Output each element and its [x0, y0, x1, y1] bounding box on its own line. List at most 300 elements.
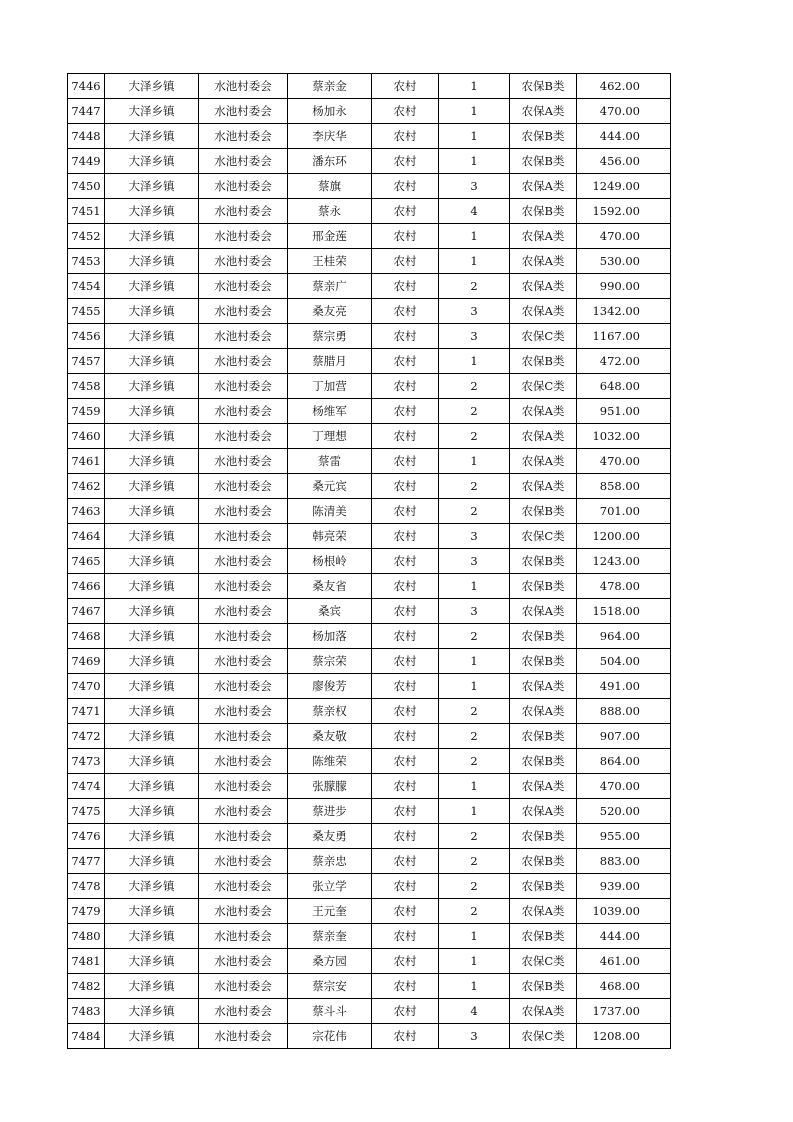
cell-count: 1 — [439, 449, 510, 474]
cell-amount: 478.00 — [577, 574, 671, 599]
cell-count: 1 — [439, 99, 510, 124]
cell-town: 大泽乡镇 — [105, 674, 199, 699]
table-row — [68, 724, 671, 749]
cell-name: 陈清美 — [288, 499, 372, 524]
cell-name: 桑友亮 — [288, 299, 372, 324]
cell-name: 丁理想 — [288, 424, 372, 449]
cell-count: 2 — [439, 474, 510, 499]
cell-town: 大泽乡镇 — [105, 349, 199, 374]
cell-category: 农保B类 — [510, 349, 577, 374]
cell-town: 大泽乡镇 — [105, 149, 199, 174]
cell-category: 农保A类 — [510, 699, 577, 724]
cell-town: 大泽乡镇 — [105, 424, 199, 449]
cell-area: 农村 — [372, 599, 439, 624]
cell-town: 大泽乡镇 — [105, 524, 199, 549]
cell-category: 农保C类 — [510, 374, 577, 399]
cell-category: 农保B类 — [510, 499, 577, 524]
cell-count: 1 — [439, 974, 510, 999]
cell-village: 水池村委会 — [199, 324, 288, 349]
table-row — [68, 74, 671, 99]
cell-count: 2 — [439, 374, 510, 399]
cell-town: 大泽乡镇 — [105, 874, 199, 899]
cell-amount: 470.00 — [577, 774, 671, 799]
cell-name: 蔡亲金 — [288, 74, 372, 99]
cell-town: 大泽乡镇 — [105, 449, 199, 474]
table-row — [68, 499, 671, 524]
cell-town: 大泽乡镇 — [105, 274, 199, 299]
cell-area: 农村 — [372, 474, 439, 499]
cell-area: 农村 — [372, 549, 439, 574]
cell-name: 桑元宾 — [288, 474, 372, 499]
cell-name: 李庆华 — [288, 124, 372, 149]
cell-count: 3 — [439, 1024, 510, 1049]
table-row — [68, 749, 671, 774]
cell-area: 农村 — [372, 774, 439, 799]
cell-village: 水池村委会 — [199, 449, 288, 474]
cell-id: 7452 — [68, 224, 105, 249]
cell-village: 水池村委会 — [199, 499, 288, 524]
cell-count: 2 — [439, 749, 510, 774]
cell-village: 水池村委会 — [199, 249, 288, 274]
cell-id: 7447 — [68, 99, 105, 124]
cell-name: 蔡进步 — [288, 799, 372, 824]
cell-name: 蔡宗安 — [288, 974, 372, 999]
cell-village: 水池村委会 — [199, 924, 288, 949]
cell-category: 农保C类 — [510, 524, 577, 549]
cell-count: 4 — [439, 199, 510, 224]
cell-area: 农村 — [372, 324, 439, 349]
cell-village: 水池村委会 — [199, 399, 288, 424]
cell-name: 蔡斗斗 — [288, 999, 372, 1024]
cell-id: 7475 — [68, 799, 105, 824]
cell-name: 蔡亲广 — [288, 274, 372, 299]
cell-area: 农村 — [372, 824, 439, 849]
cell-id: 7473 — [68, 749, 105, 774]
cell-area: 农村 — [372, 874, 439, 899]
cell-area: 农村 — [372, 999, 439, 1024]
cell-town: 大泽乡镇 — [105, 749, 199, 774]
cell-id: 7455 — [68, 299, 105, 324]
cell-area: 农村 — [372, 174, 439, 199]
cell-town: 大泽乡镇 — [105, 174, 199, 199]
cell-category: 农保C类 — [510, 1024, 577, 1049]
cell-amount: 1518.00 — [577, 599, 671, 624]
cell-village: 水池村委会 — [199, 724, 288, 749]
cell-id: 7471 — [68, 699, 105, 724]
cell-count: 3 — [439, 599, 510, 624]
cell-category: 农保A类 — [510, 299, 577, 324]
cell-name: 桑宾 — [288, 599, 372, 624]
cell-town: 大泽乡镇 — [105, 774, 199, 799]
cell-category: 农保B类 — [510, 649, 577, 674]
cell-amount: 1249.00 — [577, 174, 671, 199]
cell-id: 7451 — [68, 199, 105, 224]
cell-id: 7484 — [68, 1024, 105, 1049]
cell-village: 水池村委会 — [199, 299, 288, 324]
cell-name: 杨根岭 — [288, 549, 372, 574]
table-row — [68, 624, 671, 649]
cell-count: 2 — [439, 399, 510, 424]
cell-count: 1 — [439, 799, 510, 824]
cell-amount: 1737.00 — [577, 999, 671, 1024]
cell-village: 水池村委会 — [199, 749, 288, 774]
cell-id: 7466 — [68, 574, 105, 599]
cell-category: 农保B类 — [510, 724, 577, 749]
cell-village: 水池村委会 — [199, 374, 288, 399]
cell-area: 农村 — [372, 449, 439, 474]
cell-town: 大泽乡镇 — [105, 999, 199, 1024]
cell-id: 7459 — [68, 399, 105, 424]
cell-village: 水池村委会 — [199, 999, 288, 1024]
cell-name: 宗花伟 — [288, 1024, 372, 1049]
cell-count: 2 — [439, 874, 510, 899]
cell-name: 蔡旗 — [288, 174, 372, 199]
cell-area: 农村 — [372, 1024, 439, 1049]
table-row — [68, 699, 671, 724]
cell-category: 农保C类 — [510, 324, 577, 349]
cell-village: 水池村委会 — [199, 199, 288, 224]
cell-town: 大泽乡镇 — [105, 374, 199, 399]
cell-category: 农保A类 — [510, 799, 577, 824]
cell-town: 大泽乡镇 — [105, 974, 199, 999]
cell-village: 水池村委会 — [199, 949, 288, 974]
cell-amount: 468.00 — [577, 974, 671, 999]
cell-town: 大泽乡镇 — [105, 849, 199, 874]
cell-category: 农保A类 — [510, 674, 577, 699]
cell-area: 农村 — [372, 524, 439, 549]
table-row — [68, 424, 671, 449]
table-row — [68, 474, 671, 499]
cell-name: 桑友勇 — [288, 824, 372, 849]
cell-town: 大泽乡镇 — [105, 549, 199, 574]
cell-amount: 907.00 — [577, 724, 671, 749]
table-row — [68, 549, 671, 574]
cell-town: 大泽乡镇 — [105, 699, 199, 724]
cell-category: 农保B类 — [510, 199, 577, 224]
cell-count: 2 — [439, 499, 510, 524]
table-row — [68, 824, 671, 849]
cell-area: 农村 — [372, 74, 439, 99]
cell-area: 农村 — [372, 749, 439, 774]
cell-village: 水池村委会 — [199, 899, 288, 924]
cell-category: 农保A类 — [510, 224, 577, 249]
cell-town: 大泽乡镇 — [105, 499, 199, 524]
data-table — [67, 73, 671, 1049]
cell-amount: 964.00 — [577, 624, 671, 649]
cell-amount: 648.00 — [577, 374, 671, 399]
cell-town: 大泽乡镇 — [105, 299, 199, 324]
cell-amount: 472.00 — [577, 349, 671, 374]
cell-name: 杨加落 — [288, 624, 372, 649]
cell-count: 1 — [439, 924, 510, 949]
cell-count: 2 — [439, 274, 510, 299]
cell-amount: 470.00 — [577, 224, 671, 249]
cell-name: 蔡永 — [288, 199, 372, 224]
cell-name: 蔡雷 — [288, 449, 372, 474]
cell-area: 农村 — [372, 424, 439, 449]
table-row — [68, 924, 671, 949]
cell-area: 农村 — [372, 149, 439, 174]
cell-name: 杨加永 — [288, 99, 372, 124]
cell-name: 丁加营 — [288, 374, 372, 399]
cell-area: 农村 — [372, 399, 439, 424]
table-row — [68, 674, 671, 699]
cell-name: 蔡亲奎 — [288, 924, 372, 949]
cell-area: 农村 — [372, 674, 439, 699]
table-row — [68, 849, 671, 874]
cell-village: 水池村委会 — [199, 149, 288, 174]
table-row — [68, 324, 671, 349]
cell-amount: 1039.00 — [577, 899, 671, 924]
cell-amount: 520.00 — [577, 799, 671, 824]
cell-name: 张朦朦 — [288, 774, 372, 799]
cell-area: 农村 — [372, 624, 439, 649]
cell-town: 大泽乡镇 — [105, 949, 199, 974]
cell-category: 农保B类 — [510, 849, 577, 874]
cell-town: 大泽乡镇 — [105, 399, 199, 424]
cell-id: 7461 — [68, 449, 105, 474]
cell-village: 水池村委会 — [199, 424, 288, 449]
cell-count: 2 — [439, 899, 510, 924]
cell-id: 7479 — [68, 899, 105, 924]
cell-id: 7463 — [68, 499, 105, 524]
cell-area: 农村 — [372, 99, 439, 124]
table-row — [68, 349, 671, 374]
table-row — [68, 124, 671, 149]
table-row — [68, 449, 671, 474]
cell-village: 水池村委会 — [199, 599, 288, 624]
cell-amount: 504.00 — [577, 649, 671, 674]
table-row — [68, 199, 671, 224]
table-row — [68, 224, 671, 249]
cell-amount: 1208.00 — [577, 1024, 671, 1049]
cell-amount: 864.00 — [577, 749, 671, 774]
cell-name: 蔡宗荣 — [288, 649, 372, 674]
cell-area: 农村 — [372, 274, 439, 299]
cell-category: 农保B类 — [510, 124, 577, 149]
cell-count: 2 — [439, 624, 510, 649]
cell-id: 7472 — [68, 724, 105, 749]
cell-area: 农村 — [372, 299, 439, 324]
cell-amount: 1592.00 — [577, 199, 671, 224]
cell-category: 农保A类 — [510, 999, 577, 1024]
cell-town: 大泽乡镇 — [105, 324, 199, 349]
cell-area: 农村 — [372, 349, 439, 374]
cell-count: 1 — [439, 74, 510, 99]
cell-id: 7480 — [68, 924, 105, 949]
cell-name: 桑友省 — [288, 574, 372, 599]
cell-id: 7456 — [68, 324, 105, 349]
cell-village: 水池村委会 — [199, 699, 288, 724]
cell-town: 大泽乡镇 — [105, 474, 199, 499]
cell-amount: 470.00 — [577, 99, 671, 124]
cell-village: 水池村委会 — [199, 1024, 288, 1049]
cell-name: 蔡宗勇 — [288, 324, 372, 349]
table-row — [68, 249, 671, 274]
cell-name: 蔡亲忠 — [288, 849, 372, 874]
cell-id: 7458 — [68, 374, 105, 399]
cell-name: 陈维荣 — [288, 749, 372, 774]
cell-amount: 444.00 — [577, 924, 671, 949]
cell-village: 水池村委会 — [199, 649, 288, 674]
cell-category: 农保A类 — [510, 449, 577, 474]
cell-amount: 470.00 — [577, 449, 671, 474]
cell-name: 邢金莲 — [288, 224, 372, 249]
cell-count: 2 — [439, 849, 510, 874]
cell-village: 水池村委会 — [199, 799, 288, 824]
cell-amount: 951.00 — [577, 399, 671, 424]
cell-amount: 1167.00 — [577, 324, 671, 349]
cell-category: 农保A类 — [510, 424, 577, 449]
cell-amount: 456.00 — [577, 149, 671, 174]
cell-name: 王元奎 — [288, 899, 372, 924]
cell-category: 农保A类 — [510, 274, 577, 299]
cell-id: 7449 — [68, 149, 105, 174]
cell-id: 7457 — [68, 349, 105, 374]
cell-village: 水池村委会 — [199, 624, 288, 649]
cell-count: 3 — [439, 524, 510, 549]
cell-village: 水池村委会 — [199, 549, 288, 574]
cell-category: 农保B类 — [510, 824, 577, 849]
cell-town: 大泽乡镇 — [105, 574, 199, 599]
cell-id: 7448 — [68, 124, 105, 149]
cell-town: 大泽乡镇 — [105, 224, 199, 249]
cell-category: 农保A类 — [510, 474, 577, 499]
cell-amount: 955.00 — [577, 824, 671, 849]
cell-id: 7446 — [68, 74, 105, 99]
cell-id: 7478 — [68, 874, 105, 899]
cell-count: 1 — [439, 149, 510, 174]
cell-town: 大泽乡镇 — [105, 724, 199, 749]
cell-id: 7481 — [68, 949, 105, 974]
cell-id: 7482 — [68, 974, 105, 999]
cell-village: 水池村委会 — [199, 674, 288, 699]
table-row — [68, 299, 671, 324]
cell-town: 大泽乡镇 — [105, 649, 199, 674]
cell-area: 农村 — [372, 249, 439, 274]
cell-id: 7450 — [68, 174, 105, 199]
cell-category: 农保A类 — [510, 774, 577, 799]
cell-count: 1 — [439, 349, 510, 374]
cell-count: 4 — [439, 999, 510, 1024]
cell-amount: 1243.00 — [577, 549, 671, 574]
cell-area: 农村 — [372, 799, 439, 824]
cell-count: 2 — [439, 724, 510, 749]
cell-village: 水池村委会 — [199, 524, 288, 549]
cell-category: 农保B类 — [510, 874, 577, 899]
cell-count: 1 — [439, 124, 510, 149]
cell-amount: 1032.00 — [577, 424, 671, 449]
cell-category: 农保A类 — [510, 899, 577, 924]
cell-amount: 1342.00 — [577, 299, 671, 324]
cell-area: 农村 — [372, 224, 439, 249]
cell-area: 农村 — [372, 899, 439, 924]
cell-count: 1 — [439, 674, 510, 699]
cell-id: 7470 — [68, 674, 105, 699]
cell-village: 水池村委会 — [199, 974, 288, 999]
cell-area: 农村 — [372, 924, 439, 949]
table-row — [68, 524, 671, 549]
cell-name: 杨维军 — [288, 399, 372, 424]
table-row — [68, 599, 671, 624]
cell-name: 廖俊芳 — [288, 674, 372, 699]
table-row — [68, 174, 671, 199]
cell-count: 2 — [439, 424, 510, 449]
cell-amount: 530.00 — [577, 249, 671, 274]
cell-village: 水池村委会 — [199, 174, 288, 199]
cell-category: 农保B类 — [510, 574, 577, 599]
table-row — [68, 974, 671, 999]
cell-count: 3 — [439, 549, 510, 574]
cell-area: 农村 — [372, 574, 439, 599]
cell-town: 大泽乡镇 — [105, 199, 199, 224]
cell-name: 潘东环 — [288, 149, 372, 174]
cell-category: 农保A类 — [510, 174, 577, 199]
cell-category: 农保B类 — [510, 624, 577, 649]
cell-amount: 888.00 — [577, 699, 671, 724]
cell-category: 农保A类 — [510, 249, 577, 274]
table-row — [68, 899, 671, 924]
cell-village: 水池村委会 — [199, 574, 288, 599]
cell-town: 大泽乡镇 — [105, 799, 199, 824]
cell-count: 1 — [439, 949, 510, 974]
cell-count: 3 — [439, 299, 510, 324]
cell-id: 7467 — [68, 599, 105, 624]
table-row — [68, 274, 671, 299]
table-row — [68, 1024, 671, 1049]
table-row — [68, 649, 671, 674]
cell-category: 农保A类 — [510, 399, 577, 424]
cell-name: 桑方园 — [288, 949, 372, 974]
cell-name: 蔡腊月 — [288, 349, 372, 374]
cell-area: 农村 — [372, 374, 439, 399]
cell-amount: 701.00 — [577, 499, 671, 524]
cell-village: 水池村委会 — [199, 274, 288, 299]
cell-amount: 461.00 — [577, 949, 671, 974]
cell-town: 大泽乡镇 — [105, 599, 199, 624]
cell-category: 农保B类 — [510, 749, 577, 774]
cell-category: 农保A类 — [510, 99, 577, 124]
cell-area: 农村 — [372, 699, 439, 724]
cell-count: 2 — [439, 824, 510, 849]
cell-name: 蔡亲权 — [288, 699, 372, 724]
cell-id: 7483 — [68, 999, 105, 1024]
cell-village: 水池村委会 — [199, 849, 288, 874]
cell-amount: 858.00 — [577, 474, 671, 499]
cell-id: 7469 — [68, 649, 105, 674]
cell-village: 水池村委会 — [199, 774, 288, 799]
cell-count: 3 — [439, 174, 510, 199]
cell-area: 农村 — [372, 499, 439, 524]
cell-name: 张立学 — [288, 874, 372, 899]
cell-id: 7476 — [68, 824, 105, 849]
table-row — [68, 99, 671, 124]
cell-name: 桑友敬 — [288, 724, 372, 749]
cell-category: 农保B类 — [510, 549, 577, 574]
cell-village: 水池村委会 — [199, 824, 288, 849]
cell-category: 农保B类 — [510, 924, 577, 949]
table-row — [68, 149, 671, 174]
cell-village: 水池村委会 — [199, 224, 288, 249]
cell-id: 7460 — [68, 424, 105, 449]
cell-count: 1 — [439, 649, 510, 674]
cell-town: 大泽乡镇 — [105, 824, 199, 849]
cell-area: 农村 — [372, 199, 439, 224]
cell-category: 农保C类 — [510, 949, 577, 974]
cell-amount: 1200.00 — [577, 524, 671, 549]
cell-town: 大泽乡镇 — [105, 249, 199, 274]
table-row — [68, 999, 671, 1024]
